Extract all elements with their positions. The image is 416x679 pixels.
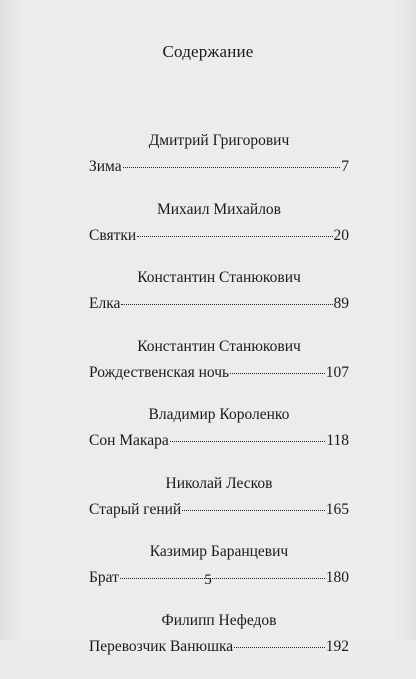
toc-page-number: 165: [326, 500, 349, 520]
dot-leader: [121, 303, 332, 305]
toc-line: [89, 363, 349, 383]
toc-entry: [89, 611, 349, 679]
toc-page-number: 107: [326, 363, 349, 383]
dot-leader: [230, 372, 325, 374]
table-of-contents: [89, 131, 349, 679]
toc-entry: [89, 337, 349, 406]
toc-author: Михаил Михайлов: [89, 200, 349, 226]
toc-author: Константин Станюкович: [89, 337, 349, 363]
dot-leader: [234, 646, 325, 648]
toc-title: Рождественская ночь: [89, 363, 229, 383]
page-title: Содержание: [0, 42, 416, 62]
toc-title: Брат: [89, 568, 119, 588]
toc-author: Владимир Короленко: [89, 405, 349, 431]
toc-page-number: 20: [334, 226, 350, 246]
toc-title: Святки: [89, 226, 136, 246]
toc-line: [89, 500, 349, 520]
dot-leader: [123, 166, 341, 168]
toc-line: [89, 226, 349, 246]
dot-leader: [137, 235, 332, 237]
toc-page-number: 180: [326, 568, 349, 588]
toc-author: Казимир Баранцевич: [89, 542, 349, 568]
toc-page-number: 118: [326, 431, 349, 451]
toc-entry: [89, 131, 349, 200]
toc-author: Николай Лесков: [89, 474, 349, 500]
toc-line: [89, 157, 349, 177]
toc-entry: [89, 200, 349, 269]
toc-title: Сон Макара: [89, 431, 169, 451]
toc-entry: [89, 405, 349, 474]
toc-entry: [89, 474, 349, 543]
toc-author: Дмитрий Григорович: [89, 131, 349, 157]
toc-page-number: 7: [341, 157, 349, 177]
toc-author: Константин Станюкович: [89, 268, 349, 294]
toc-author: Филипп Нефедов: [89, 611, 349, 637]
dot-leader: [182, 509, 325, 511]
toc-line: [89, 294, 349, 314]
toc-title: Елка: [89, 294, 120, 314]
toc-entry: [89, 268, 349, 337]
page-number: 5: [0, 572, 416, 589]
dot-leader: [170, 440, 326, 442]
toc-page-number: 89: [334, 294, 350, 314]
toc-line: [89, 431, 349, 451]
toc-title: Зима: [89, 157, 122, 177]
toc-title: Старый гений: [89, 500, 181, 520]
toc-page-number: 192: [326, 637, 349, 657]
toc-title: Перевозчик Ванюшка: [89, 637, 233, 657]
